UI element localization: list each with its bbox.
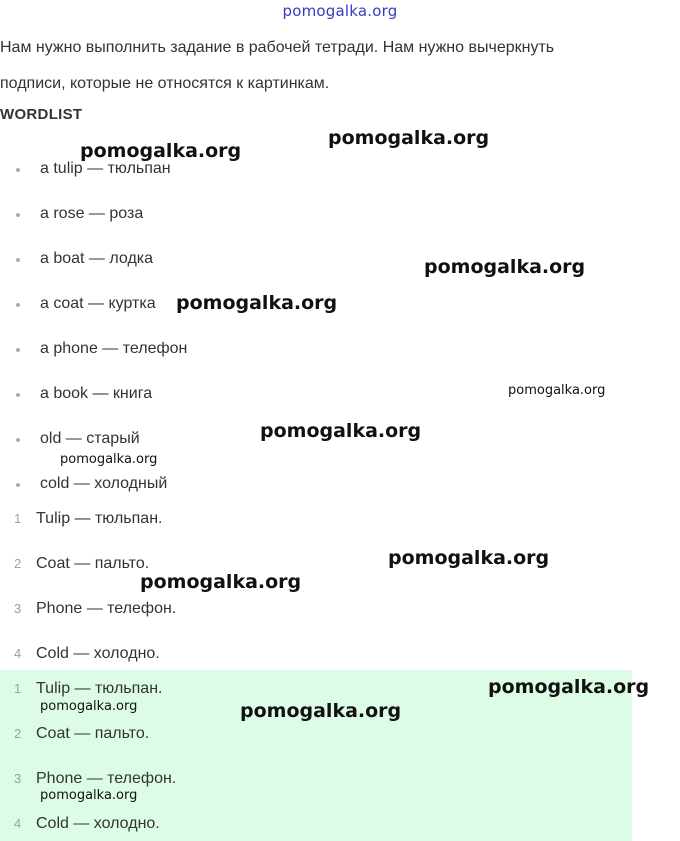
item-text: Tulip — тюльпан. — [36, 510, 163, 527]
wordlist-item-text: a rose — роза — [40, 205, 144, 222]
bullet-icon — [16, 348, 20, 352]
item-text: Phone — телефон. — [36, 770, 177, 787]
watermark-text: pomogalka.org — [40, 788, 138, 803]
watermark-text: pomogalka.org — [424, 256, 586, 278]
item-number: 4 — [14, 816, 22, 831]
item-text: Cold — холодно. — [36, 815, 160, 832]
item-number: 2 — [14, 556, 22, 571]
bullet-icon — [16, 258, 20, 262]
bullet-icon — [16, 213, 20, 217]
watermark-text: pomogalka.org — [140, 571, 302, 593]
watermark-text: pomogalka.org — [80, 140, 242, 162]
top-watermark: pomogalka.org — [282, 2, 398, 20]
item-number: 2 — [14, 726, 22, 741]
intro-paragraph — [0, 30, 670, 102]
wordlist-item-text: a coat — куртка — [40, 295, 156, 312]
watermark-text: pomogalka.org — [488, 676, 650, 698]
watermark-text: pomogalka.org — [176, 292, 338, 314]
wordlist-item-text: a tulip — тюльпан — [40, 160, 171, 177]
item-text: Phone — телефон. — [36, 600, 177, 617]
item-text: Cold — холодно. — [36, 645, 160, 662]
bullet-icon — [16, 168, 20, 172]
item-text: Coat — пальто. — [36, 555, 150, 572]
wordlist-item-text: old — старый — [40, 430, 140, 447]
watermark-text: pomogalka.org — [240, 700, 402, 722]
watermark-text: pomogalka.org — [388, 547, 550, 569]
bullet-icon — [16, 303, 20, 307]
bullet-icon — [16, 483, 20, 487]
wordlist-item-text: a book — книга — [40, 385, 153, 402]
wordlist-item-text: a boat — лодка — [40, 250, 154, 267]
watermark-text: pomogalka.org — [508, 383, 606, 398]
item-number: 3 — [14, 771, 22, 786]
watermark-text: pomogalka.org — [328, 127, 490, 149]
bullet-icon — [16, 438, 20, 442]
item-number: 1 — [14, 511, 22, 526]
item-number: 1 — [14, 681, 22, 696]
watermark-text: pomogalka.org — [260, 420, 422, 442]
item-text: Coat — пальто. — [36, 725, 150, 742]
watermark-text: pomogalka.org — [40, 699, 138, 714]
intro-line-2: подписи, которые не относятся к картинкам. — [0, 75, 330, 92]
watermark-text: pomogalka.org — [60, 452, 158, 467]
wordlist-item-text: a phone — телефон — [40, 340, 188, 357]
wordlist-item-text: cold — холодный — [40, 475, 168, 492]
item-number: 4 — [14, 646, 22, 661]
wordlist-heading: WORDLIST — [0, 106, 83, 123]
item-text: Tulip — тюльпан. — [36, 680, 163, 697]
intro-line-1: Нам нужно выполнить задание в рабочей тетради. Нам нужно вычеркнуть — [0, 39, 555, 56]
bullet-icon — [16, 393, 20, 397]
item-number: 3 — [14, 601, 22, 616]
